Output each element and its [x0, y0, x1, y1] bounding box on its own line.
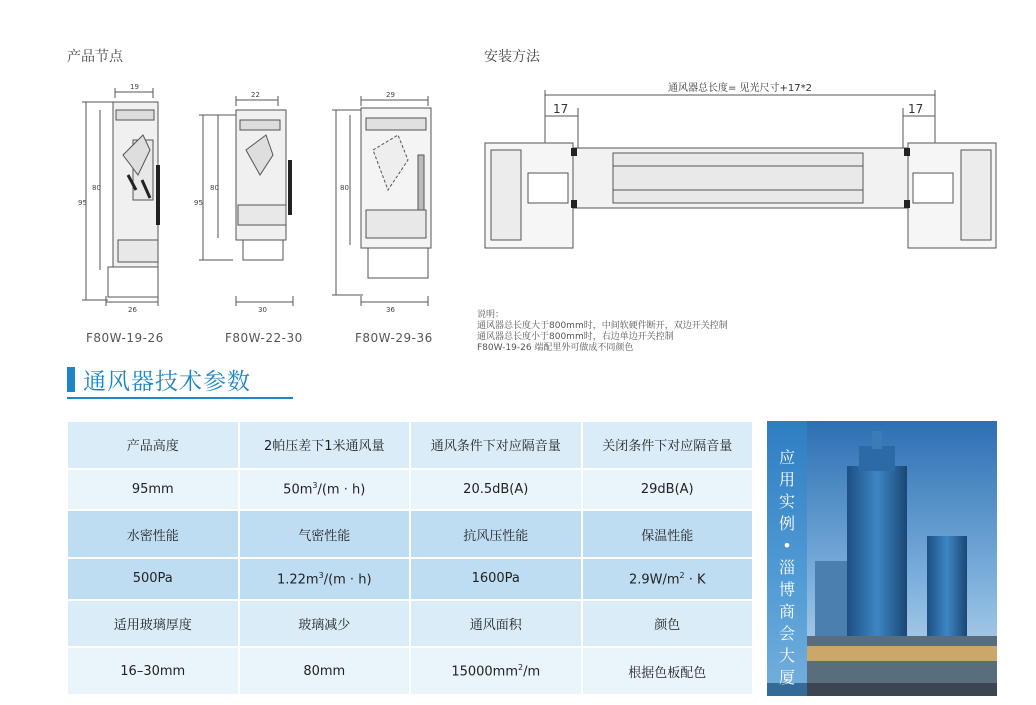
cell-text: 1.22m: [276, 571, 319, 587]
table-cell: 95mm: [67, 469, 239, 511]
profile-1-height-dim: 95: [78, 199, 87, 207]
label-char: 实: [778, 492, 795, 511]
profile-3-inner-dim: 80: [340, 184, 349, 192]
table-cell: 玻璃减少: [239, 600, 411, 648]
profile-drawings: [78, 80, 448, 320]
table-cell: [410, 647, 582, 695]
building-photo: [767, 421, 997, 696]
params-heading: [67, 365, 251, 393]
table-cell: 80mm: [239, 647, 411, 695]
heading-accent-bar: [67, 367, 75, 392]
profile-1-inner-dim: 80: [92, 184, 101, 192]
label-char: 厦: [778, 668, 795, 687]
table-cell: 抗风压性能: [410, 510, 582, 558]
table-cell: 2帕压差下1米通风量: [239, 421, 411, 469]
cell-sup: 2: [518, 662, 524, 672]
table-cell: 500Pa: [67, 558, 239, 600]
profile-1-drawing: [82, 88, 160, 306]
cell-text: 15000mm: [451, 664, 519, 680]
cell-sup: 3: [318, 570, 324, 580]
cell-text: 2.9W/m: [628, 571, 680, 587]
table-cell: 保温性能: [582, 510, 754, 558]
note-line: F80W-19-26 端配里外可做成不同颜色: [477, 343, 634, 353]
profile-1-caption: F80W-19-26: [86, 331, 164, 345]
profile-2-inner-dim: 80: [210, 184, 219, 192]
profile-3-top-dim: 29: [386, 91, 395, 99]
table-cell: 1600Pa: [410, 558, 582, 600]
table-cell: 16–30mm: [67, 647, 239, 695]
product-nodes-title: 产品节点: [67, 49, 123, 65]
table-cell: 产品高度: [67, 421, 239, 469]
table-row: [67, 421, 753, 469]
cell-sup: 3: [312, 481, 318, 491]
label-char: •: [782, 536, 792, 555]
install-right-dim: 17: [908, 102, 924, 116]
profile-2-height-dim: 95: [194, 199, 203, 207]
profile-1-bottom-dim: 26: [128, 306, 137, 314]
installation-title: 安装方法: [484, 49, 540, 65]
install-notes: [477, 310, 728, 354]
label-char: 博: [778, 580, 795, 599]
table-row: [67, 647, 753, 695]
profile-3-caption: F80W-29-36: [355, 331, 433, 345]
table-cell: 关闭条件下对应隔音量: [582, 421, 754, 469]
table-cell: 适用玻璃厚度: [67, 600, 239, 648]
label-char: 应: [778, 448, 795, 467]
profile-3-drawing: [332, 96, 431, 306]
label-char: 例: [778, 514, 795, 533]
application-label: [775, 447, 799, 689]
profile-2-caption: F80W-22-30: [225, 331, 303, 345]
cell-text: /(m · h): [323, 571, 372, 587]
cell-text: /m: [523, 664, 541, 680]
profile-2-drawing: [199, 96, 293, 306]
table-row: [67, 600, 753, 648]
profile-2-top-dim: 22: [251, 91, 260, 99]
table-cell: [239, 469, 411, 511]
cell-text: /(m · h): [317, 482, 366, 498]
table-cell: [582, 558, 754, 600]
installation-drawing: [483, 78, 998, 250]
params-table: [66, 420, 754, 696]
label-char: 会: [778, 624, 795, 643]
cell-sup: 2: [679, 570, 685, 580]
note-line: 通风器总长度大于800mm时，中间软硬件断开，双边开关控制: [477, 321, 728, 331]
cell-text: · K: [684, 571, 706, 587]
profile-3-bottom-dim: 36: [386, 306, 395, 314]
table-cell: 通风条件下对应隔音量: [410, 421, 582, 469]
table-row: [67, 510, 753, 558]
profile-1-top-dim: 19: [130, 83, 139, 91]
label-char: 大: [778, 646, 795, 665]
heading-underline: [67, 397, 293, 399]
table-cell: 29dB(A): [582, 469, 754, 511]
install-formula: 通风器总长度= 见光尺寸+17*2: [668, 83, 813, 94]
note-line: 说明：: [477, 310, 505, 320]
params-title: 通风器技术参数: [83, 368, 251, 395]
table-cell: 气密性能: [239, 510, 411, 558]
label-char: 用: [778, 470, 795, 489]
cell-text: 50m: [283, 482, 313, 498]
profile-2-bottom-dim: 30: [258, 306, 267, 314]
note-line: 通风器总长度小于800mm时，右边单边开关控制: [477, 332, 674, 342]
table-cell: [239, 558, 411, 600]
table-cell: 颜色: [582, 600, 754, 648]
table-cell: 根据色板配色: [582, 647, 754, 695]
table-row: [67, 469, 753, 511]
table-cell: 通风面积: [410, 600, 582, 648]
label-char: 淄: [778, 558, 795, 577]
table-cell: 20.5dB(A): [410, 469, 582, 511]
label-char: 商: [778, 602, 795, 621]
install-left-dim: 17: [553, 102, 569, 116]
table-cell: 水密性能: [67, 510, 239, 558]
table-row: [67, 558, 753, 600]
